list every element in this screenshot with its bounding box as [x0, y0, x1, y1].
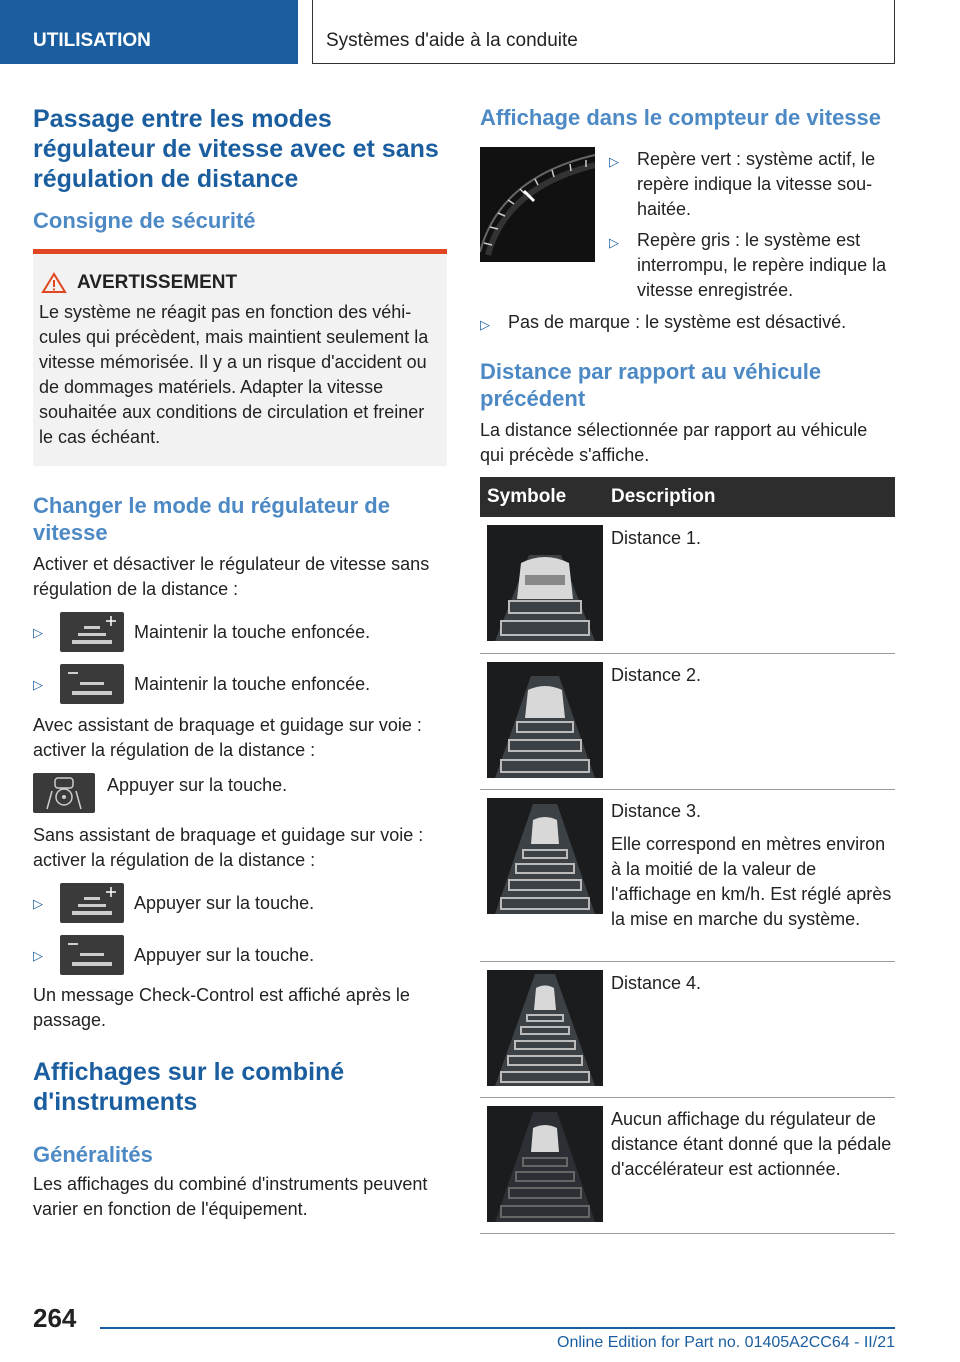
- press-key-text: Appuyer sur la touche.: [107, 775, 288, 795]
- distance-heading: Distance par rapport au véhicule précédent: [480, 359, 822, 411]
- list-item: [33, 664, 447, 704]
- distance-2-image: [487, 662, 603, 778]
- grey-mark-text: Repère gris : le système est interrompu, le repère indique la vitesse enregistrée.: [637, 230, 887, 300]
- distance-table: [480, 477, 895, 1234]
- distance-4-text: Distance 4.: [611, 972, 702, 993]
- speedo-block: [480, 147, 895, 303]
- general-text: Les affichages du combiné d'instruments peuvent varier en fonction de l'équipement.: [33, 1174, 428, 1219]
- table-header-row: [480, 477, 895, 517]
- section-tab: [0, 0, 298, 64]
- edition-text: Online Edition for Part no. 01405A2CC64 - II/21: [557, 1334, 895, 1351]
- hold-text-1: Maintenir la touche enfoncée.: [134, 621, 371, 642]
- table-row: [480, 961, 895, 1097]
- symbol-cell: [480, 1097, 604, 1233]
- table-row: [480, 1097, 895, 1233]
- hold-text-2: Maintenir la touche enfoncée.: [134, 673, 371, 694]
- distance-minus-key-icon: [60, 664, 124, 704]
- check-control-text: Un message Check-Control est affiché après le passage.: [33, 985, 410, 1030]
- change-mode-intro: Activer et désactiver le régulateur de vitesse sans régulation de la distance :: [33, 554, 430, 599]
- without-assist-text: Sans assistant de braquage et guidage sur voie : activer la régulation de la distance :: [33, 825, 424, 870]
- col-description-header: Description: [604, 477, 895, 517]
- warning-box: [33, 249, 447, 466]
- bullet-triangle-icon: ▷: [33, 624, 43, 640]
- display-heading: Affichages sur le combiné d'instruments: [33, 1058, 345, 1116]
- description-cell: [604, 961, 895, 1097]
- no-mark-text: Pas de marque : le système est désactivé.: [508, 312, 847, 332]
- table-row: [480, 789, 895, 961]
- warning-text: Le système ne réagit pas en fonction des véhicules qui précèdent, mais maintient seulement la vitesse mémorisée. Il y a un risque d'accident ou de dommages matériels. Adapter la vitesse souhaitée aux conditions de circulation et freiner le cas échéant.: [39, 302, 429, 447]
- right-column: [480, 104, 895, 1234]
- description-cell: [604, 653, 895, 789]
- bullet-triangle-icon: ▷: [609, 154, 619, 169]
- symbol-cell: [480, 517, 604, 653]
- press-key-row: [33, 773, 447, 813]
- safety-heading: Consigne de sécurité: [33, 208, 256, 233]
- press-text-2: Appuyer sur la touche.: [134, 944, 315, 965]
- page-number: 264: [33, 1303, 77, 1333]
- symbol-cell: [480, 789, 604, 961]
- list-item: [33, 612, 447, 652]
- bullet-triangle-icon: ▷: [33, 676, 43, 692]
- bullet-triangle-icon: ▷: [480, 317, 490, 332]
- chapter-title: Systèmes d'aide à la conduite: [326, 30, 578, 51]
- warning-label: AVERTISSEMENT: [77, 272, 238, 293]
- distance-1-image: [487, 525, 603, 641]
- section-heading: Passage entre les modes régulateur de vitesse avec et sans régulation de distance: [33, 105, 439, 193]
- section-title: UTILISATION: [33, 30, 151, 51]
- bullet-triangle-icon: ▷: [609, 235, 619, 250]
- bullet-triangle-icon: ▷: [33, 895, 43, 911]
- list-item: [480, 310, 895, 337]
- no-distance-image: [487, 1106, 603, 1222]
- change-mode-heading: Changer le mode du régulateur de vitesse: [33, 493, 390, 545]
- distance-3-image: [487, 798, 603, 914]
- distance-plus-key-icon: [60, 612, 124, 652]
- description-cell: [604, 517, 895, 653]
- speedo-list: [609, 147, 895, 303]
- warning-triangle-icon: [41, 272, 67, 294]
- press-text-1: Appuyer sur la touche.: [134, 892, 315, 913]
- steering-assist-key-icon: [33, 773, 95, 813]
- general-heading: Généralités: [33, 1142, 153, 1167]
- warning-title: [39, 272, 441, 294]
- description-cell: [604, 1097, 895, 1233]
- footer-divider: [100, 1327, 895, 1329]
- table-row: [480, 653, 895, 789]
- distance-3-extra: Elle correspond en mètres environ à la moitié de la valeur de l'affichage en km/h. Est réglé après la mise en marche du système.: [611, 833, 892, 929]
- symbol-cell: [480, 961, 604, 1097]
- distance-1-text: Distance 1.: [611, 528, 702, 548]
- symbol-cell: [480, 653, 604, 789]
- distance-intro: La distance sélectionnée par rapport au véhicule qui précède s'affiche.: [480, 420, 868, 465]
- distance-2-text: Distance 2.: [611, 664, 702, 685]
- col-symbol-header: Symbole: [480, 477, 604, 517]
- list-item: [33, 883, 447, 923]
- list-item: [609, 228, 895, 303]
- distance-minus-key-icon: [60, 935, 124, 975]
- green-mark-text: Repère vert : système actif, le repère indique la vitesse souhaitée.: [637, 149, 876, 219]
- chapter-header: [312, 0, 895, 64]
- distance-plus-key-icon: [60, 883, 124, 923]
- no-distance-text: Aucun affichage du régulateur de distance étant donné que la pédale d'accélérateur est actionnée.: [611, 1108, 892, 1179]
- bullet-triangle-icon: ▷: [33, 947, 43, 963]
- list-item: [609, 147, 895, 222]
- distance-3-text: Distance 3.: [611, 800, 702, 821]
- speedometer-image: [480, 147, 595, 262]
- speedo-heading: Affichage dans le compteur de vitesse: [480, 105, 882, 130]
- description-cell: [604, 789, 895, 961]
- left-column: [33, 104, 447, 1222]
- table-row: [480, 517, 895, 653]
- distance-4-image: [487, 970, 603, 1086]
- list-item: [33, 935, 447, 975]
- with-assist-text: Avec assistant de braquage et guidage sur voie : activer la régulation de la distance :: [33, 715, 422, 760]
